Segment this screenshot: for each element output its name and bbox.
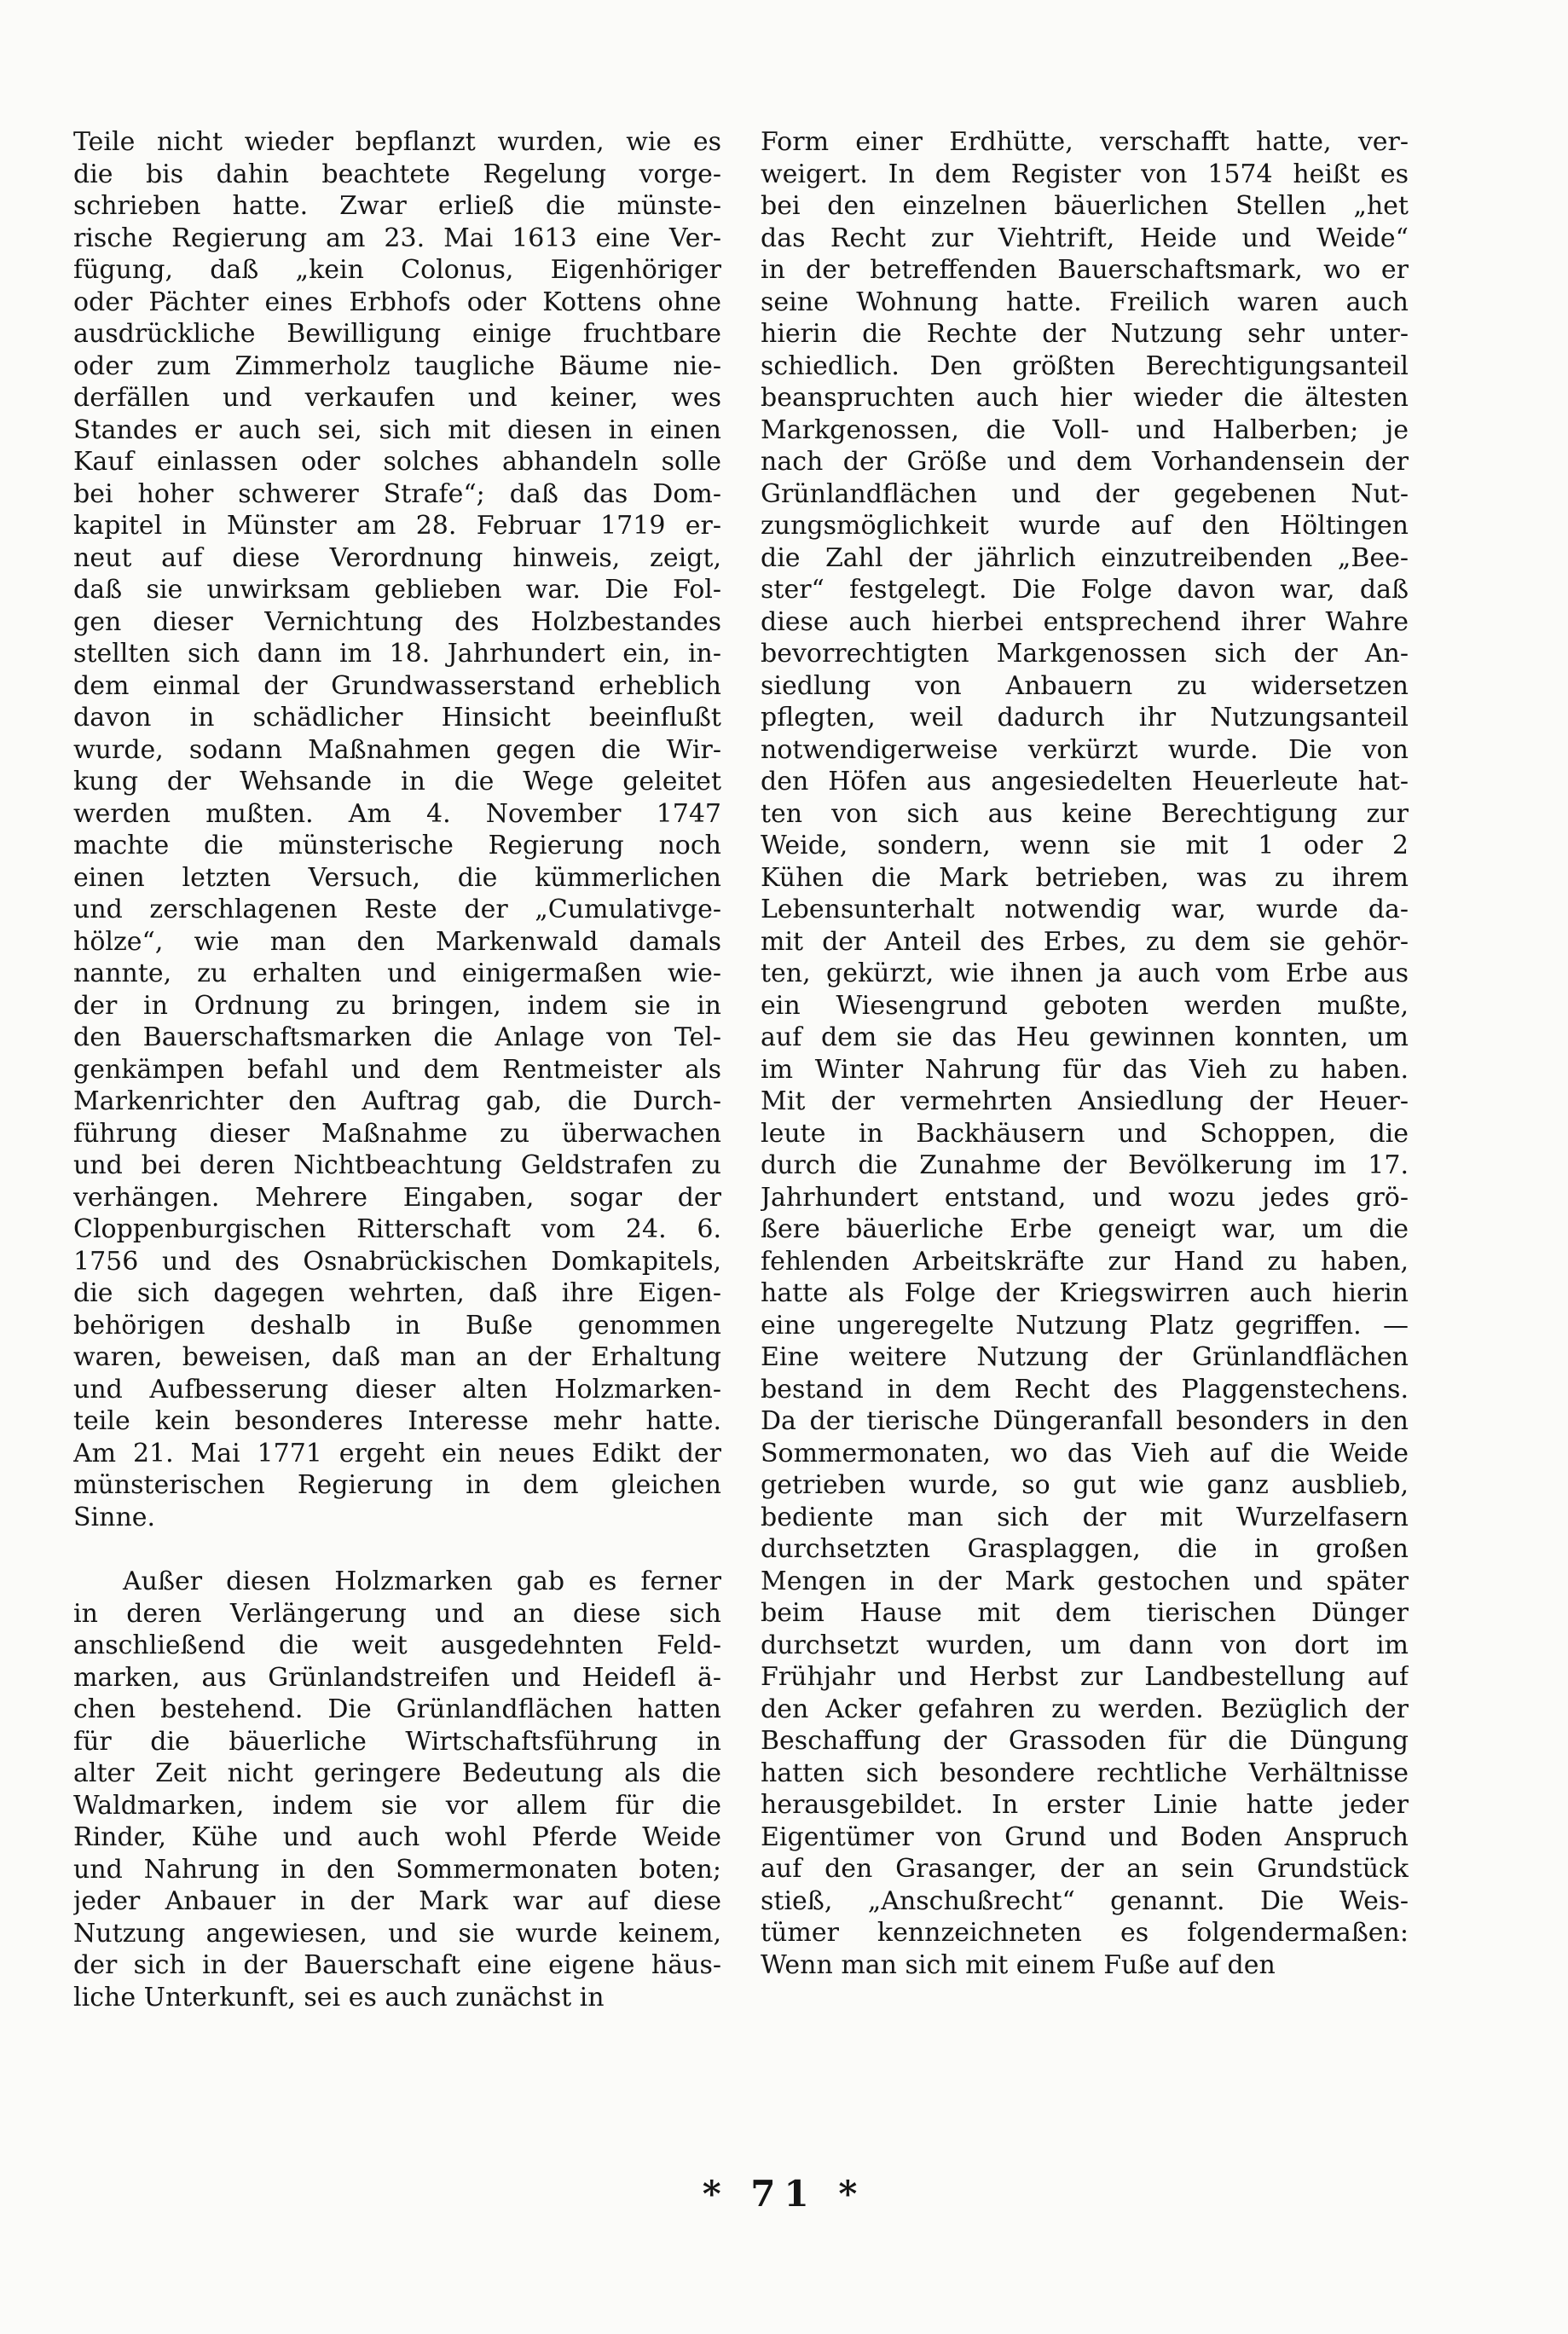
text-line: bei den einzelnen bäuerlichen Stellen „het (761, 191, 1409, 221)
text-line: teile kein besonderes Interesse mehr hatte. (73, 1406, 721, 1436)
text-line: Sommermonaten, wo das Vieh auf die Weide (761, 1438, 1409, 1468)
text-line: werden mußten. Am 4. November 1747 (73, 798, 721, 829)
text-line: bevorrechtigten Markgenossen sich der An- (761, 639, 1409, 669)
text-line: behörigen deshalb in Buße genommen (73, 1310, 721, 1341)
text-line: wurde, sodann Maßnahmen gegen die Wir- (73, 734, 721, 765)
text-line: herausgebildet. In erster Linie hatte jeder (761, 1790, 1409, 1820)
text-line: Jahrhundert entstand, und wozu jedes grö- (761, 1182, 1409, 1213)
text-line: in deren Verlängerung und an diese sich (73, 1598, 721, 1629)
text-line: weigert. In dem Register von 1574 heißt es (761, 159, 1409, 189)
text-line: die sich dagegen wehrten, daß ihre Eigen- (73, 1278, 721, 1308)
text-line: nannte, zu erhalten und einigermaßen wie- (73, 959, 721, 988)
text-line: auf den Grasanger, der an sein Grundstück (761, 1854, 1409, 1884)
text-line: rische Regierung am 23. Mai 1613 eine Ver- (73, 223, 721, 253)
text-line: davon in schädlicher Hinsicht beeinflußt (73, 703, 721, 733)
text-line: Außer diesen Holzmarken gab es ferner (123, 1567, 721, 1596)
text-line: marken, aus Grünlandstreifen und Heidefl ä- (73, 1662, 721, 1693)
text-line: Eine weitere Nutzung der Grünlandflächen (761, 1342, 1409, 1372)
text-line: pflegten, weil dadurch ihr Nutzungsanteil (761, 703, 1409, 733)
text-line: schrieben hatte. Zwar erließ die münste- (73, 191, 721, 221)
text-line: durchsetzt wurden, um dann von dort im (761, 1630, 1409, 1660)
text-line: für die bäuerliche Wirtschaftsführung in (73, 1726, 721, 1757)
text-line: Waldmarken, indem sie vor allem für die (73, 1790, 721, 1821)
text-line: und Aufbesserung dieser alten Holzmarken- (73, 1374, 721, 1404)
text-line: durchsetzten Grasplaggen, die in großen (761, 1534, 1409, 1564)
text-line: machte die münsterische Regierung noch (73, 831, 721, 860)
text-line: Grünlandflächen und der gegebenen Nut- (761, 478, 1409, 509)
text-line: in der betreffenden Bauerschaftsmark, wo er (761, 255, 1409, 285)
text-line: bediente man sich der mit Wurzelfasern (761, 1502, 1409, 1532)
text-line: chen bestehend. Die Grünlandflächen hatten (73, 1694, 721, 1724)
text-line: kapitel in Münster am 28. Februar 1719 er- (73, 511, 721, 541)
text-line: notwendigerweise verkürzt wurde. Die von (761, 734, 1409, 765)
paragraph (73, 1566, 721, 2013)
text-line: Mengen in der Mark gestochen und später (761, 1566, 1409, 1596)
text-line: stellten sich dann im 18. Jahrhundert ein, in- (73, 639, 721, 669)
text-line: und zerschlagenen Reste der „Cumulativge- (73, 895, 721, 924)
text-line: führung dieser Maßnahme zu überwachen (73, 1118, 721, 1149)
text-line: Am 21. Mai 1771 ergeht ein neues Edikt der (73, 1438, 721, 1468)
text-line: Lebensunterhalt notwendig war, wurde da- (761, 895, 1409, 924)
text-line: auf dem sie das Heu gewinnen konnten, um (761, 1022, 1409, 1052)
text-line: schiedlich. Den größten Berechtigungsanteil (761, 350, 1409, 381)
text-line: getrieben wurde, so gut wie ganz ausblieb, (761, 1470, 1409, 1500)
text-line: ausdrückliche Bewilligung einige fruchtbare (73, 319, 721, 349)
text-line: oder Pächter eines Erbhofs oder Kottens ohne (73, 287, 721, 317)
text-line: ßere bäuerliche Erbe geneigt war, um die (761, 1214, 1409, 1244)
text-line: anschließend die weit ausgedehnten Feld- (73, 1630, 721, 1660)
text-line: hatten sich besondere rechtliche Verhältnisse (761, 1758, 1409, 1788)
text-line: 1756 und des Osnabrückischen Domkapitels, (73, 1246, 721, 1277)
text-line: Mit der vermehrten Ansiedlung der Heuer- (761, 1086, 1409, 1116)
text-line: jeder Anbauer in der Mark war auf diese (73, 1886, 721, 1916)
text-line: den Bauerschaftsmarken die Anlage von Tel- (73, 1022, 721, 1052)
text-line: nach der Größe und dem Vorhandensein der (761, 447, 1409, 477)
text-line: seine Wohnung hatte. Freilich waren auch (761, 287, 1409, 317)
text-line: fügung, daß „kein Colonus, Eigenhöriger (73, 255, 721, 285)
page-number: * 71 * (702, 2173, 866, 2215)
text-line: Teile nicht wieder bepflanzt wurden, wie es (73, 127, 721, 157)
text-line: Beschaffung der Grassoden für die Düngung (761, 1726, 1409, 1756)
text-line: ster“ festgelegt. Die Folge davon war, daß (761, 575, 1409, 605)
text-line: hatte als Folge der Kriegswirren auch hierin (761, 1278, 1409, 1308)
text-line: Wenn man sich mit einem Fuße auf den (761, 1949, 1276, 1980)
text-line: die bis dahin beachtete Regelung vorge- (73, 159, 721, 189)
text-line: zungsmöglichkeit wurde auf den Höltingen (761, 511, 1409, 541)
text-line: Markenrichter den Auftrag gab, die Durch- (73, 1086, 721, 1116)
paragraph (761, 126, 1409, 1981)
text-line: ein Wiesengrund geboten werden mußte, (761, 990, 1409, 1021)
text-line: genkämpen befahl und dem Rentmeister als (73, 1054, 721, 1085)
text-line: die Zahl der jährlich einzutreibenden „Bee- (761, 542, 1409, 573)
text-line: durch die Zunahme der Bevölkerung im 17. (761, 1150, 1409, 1180)
text-line: leute in Backhäusern und Schoppen, die (761, 1118, 1409, 1149)
text-line: Form einer Erdhütte, verschafft hatte, ver- (761, 127, 1409, 157)
text-line: im Winter Nahrung für das Vieh zu haben. (761, 1054, 1409, 1085)
text-line: Weide, sondern, wenn sie mit 1 oder 2 (761, 831, 1409, 860)
text-line: das Recht zur Viehtrift, Heide und Weide“ (761, 223, 1409, 253)
text-line: bestand in dem Recht des Plaggenstechens. (761, 1374, 1409, 1404)
text-line: Kühen die Mark betrieben, was zu ihrem (761, 862, 1409, 893)
text-line: fehlenden Arbeitskräfte zur Hand zu haben, (761, 1246, 1409, 1277)
text-line: einen letzten Versuch, die kümmerlichen (73, 862, 721, 893)
text-line: und bei deren Nichtbeachtung Geldstrafen zu (73, 1150, 721, 1180)
paragraph-gap (73, 1533, 721, 1566)
text-line: Nutzung angewiesen, und sie wurde keinem, (73, 1918, 721, 1949)
text-line: hölze“, wie man den Markenwald damals (73, 926, 721, 957)
text-column-left (73, 126, 721, 2013)
text-line: den Acker gefahren zu werden. Bezüglich der (761, 1694, 1409, 1724)
text-line: der sich in der Bauerschaft eine eigene häus- (73, 1950, 721, 1980)
text-line: diese auch hierbei entsprechend ihrer Wahre (761, 606, 1409, 637)
text-line: hierin die Rechte der Nutzung sehr unter- (761, 319, 1409, 349)
text-line: ten, gekürzt, wie ihnen ja auch vom Erbe aus (761, 959, 1409, 988)
text-line: Sinne. (73, 1502, 156, 1532)
text-line: liche Unterkunft, sei es auch zunächst in (73, 1982, 605, 2013)
text-column-right (761, 126, 1409, 1981)
text-line: daß sie unwirksam geblieben war. Die Fol- (73, 575, 721, 605)
text-line: bei hoher schwerer Strafe“; daß das Dom- (73, 478, 721, 509)
text-line: und Nahrung in den Sommermonaten boten; (73, 1854, 721, 1885)
text-line: siedlung von Anbauern zu widersetzen (761, 670, 1409, 701)
text-line: Eigentümer von Grund und Boden Anspruch (761, 1821, 1409, 1852)
paragraph (73, 126, 721, 1533)
text-line: Markgenossen, die Voll- und Halberben; je (761, 414, 1409, 445)
text-line: gen dieser Vernichtung des Holzbestandes (73, 606, 721, 637)
text-line: waren, beweisen, daß man an der Erhaltung (73, 1342, 721, 1372)
text-line: Kauf einlassen oder solches abhandeln solle (73, 447, 721, 477)
text-line: dem einmal der Grundwasserstand erheblich (73, 670, 721, 701)
text-line: ten von sich aus keine Berechtigung zur (761, 798, 1409, 829)
text-line: Rinder, Kühe und auch wohl Pferde Weide (73, 1822, 721, 1852)
text-line: mit der Anteil des Erbes, zu dem sie gehör- (761, 926, 1409, 957)
text-line: Standes er auch sei, sich mit diesen in einen (73, 414, 721, 445)
text-line: tümer kennzeichneten es folgendermaßen: (761, 1918, 1409, 1948)
text-line: oder zum Zimmerholz taugliche Bäume nie- (73, 350, 721, 381)
text-line: eine ungeregelte Nutzung Platz gegriffen. — (761, 1310, 1409, 1341)
text-line: Da der tierische Düngeranfall besonders in den (761, 1406, 1409, 1436)
text-line: derfällen und verkaufen und keiner, wes (73, 383, 721, 413)
text-line: beanspruchten auch hier wieder die ältesten (761, 383, 1409, 413)
text-line: Frühjahr und Herbst zur Landbestellung auf (761, 1662, 1409, 1692)
text-line: Cloppenburgischen Ritterschaft vom 24. 6. (73, 1214, 721, 1244)
text-line: verhängen. Mehrere Eingaben, sogar der (73, 1182, 721, 1213)
text-line: den Höfen aus angesiedelten Heuerleute hat- (761, 767, 1409, 796)
text-line: stieß, „Anschußrecht“ genannt. Die Weis- (761, 1885, 1409, 1916)
text-line: alter Zeit nicht geringere Bedeutung als die (73, 1758, 721, 1788)
text-line: beim Hause mit dem tierischen Dünger (761, 1598, 1409, 1628)
text-line: kung der Wehsande in die Wege geleitet (73, 767, 721, 796)
text-line: neut auf diese Verordnung hinweis, zeigt, (73, 542, 721, 573)
text-line: münsterischen Regierung in dem gleichen (73, 1470, 721, 1500)
text-line: der in Ordnung zu bringen, indem sie in (73, 990, 721, 1021)
